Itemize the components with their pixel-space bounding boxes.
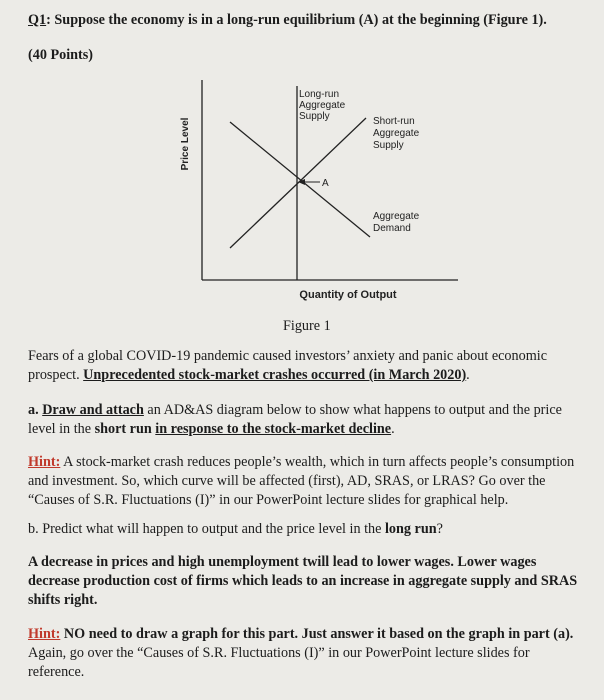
paragraph1-text: prospect. bbox=[28, 367, 84, 383]
sras-label-3: Supply bbox=[373, 140, 404, 151]
hint2-line2: Again, go over the “Causes of S.R. Fluctuations (I)” in our PowerPoint lecture slides for bbox=[28, 645, 530, 661]
hint1-line2: and investment. So, which curve will be affected (first), AD, SRAS, or LRAS? Go over the bbox=[28, 473, 546, 489]
ad-label-2: Demand bbox=[373, 223, 411, 234]
paragraph1-end: . bbox=[466, 367, 470, 383]
sras-curve bbox=[230, 118, 366, 248]
lras-label-2: Aggregate bbox=[299, 100, 346, 111]
ad-as-figure bbox=[170, 72, 470, 312]
figure-caption: Figure 1 bbox=[283, 318, 331, 334]
ad-as-diagram bbox=[170, 72, 470, 312]
part-a-prefix: a. bbox=[28, 402, 43, 418]
short-run-emphasis: short run bbox=[94, 421, 152, 437]
draw-attach-emphasis: Draw and attach bbox=[42, 402, 144, 418]
hint1-line3: “Causes of S.R. Fluctuations (I)” in our PowerPoint lecture slides for graphical help. bbox=[28, 492, 509, 508]
hint1-label: Hint: bbox=[28, 454, 61, 470]
answer-line1: A decrease in prices and high unemployment twill lead to lower wages. Lower wages bbox=[28, 554, 537, 570]
hint2-text: NO need to draw a graph for this part. Just answer it based on the graph in part (a). bbox=[60, 626, 574, 642]
part-a-line2 bbox=[28, 419, 395, 439]
hint2-line1 bbox=[28, 624, 573, 644]
answer-line3: shifts right. bbox=[28, 592, 98, 608]
crash-emphasis: Unprecedented stock-market crashes occurred (in March 2020) bbox=[83, 367, 467, 383]
lras-label-3: Supply bbox=[299, 111, 330, 122]
sras-label-2: Aggregate bbox=[373, 128, 420, 139]
svg-text:Short-run Aggregate bbox=[373, 116, 422, 151]
question-text: : Suppose the economy is in a long-run equilibrium (A) at the beginning (Figure 1). bbox=[46, 12, 547, 28]
question-title bbox=[28, 10, 547, 30]
point-a-label: A bbox=[322, 178, 329, 189]
long-run-emphasis: long run bbox=[384, 521, 437, 537]
svg-text:Aggregate Demand bbox=[373, 211, 422, 234]
part-a-text2: level in the bbox=[28, 421, 95, 437]
hint2-label: Hint: bbox=[28, 626, 61, 642]
lras-label-1: Long-run bbox=[299, 89, 340, 100]
hint1-line1 bbox=[28, 452, 574, 472]
part-b-end: ? bbox=[436, 521, 443, 537]
hint2-line3: reference. bbox=[28, 664, 85, 680]
in-response-emphasis: in response to the stock-market decline bbox=[155, 421, 392, 437]
hint1-text: A stock-market crash reduces people’s wealth, which in turn affects people’s consumption bbox=[60, 454, 575, 470]
part-b-text: b. Predict what will happen to output and the price level in the bbox=[28, 521, 385, 537]
question-number: Q1 bbox=[28, 12, 47, 28]
part-a-end: . bbox=[391, 421, 395, 437]
sras-label-1: Short-run bbox=[373, 116, 415, 127]
paragraph1-line2 bbox=[28, 365, 470, 385]
paragraph1-line1: Fears of a global COVID-19 pandemic caused investors’ anxiety and panic about economic bbox=[28, 348, 547, 364]
answer-line2: decrease production cost of firms which leads to an increase in aggregate supply and SRAS bbox=[28, 573, 578, 589]
question-points: (40 Points) bbox=[28, 47, 94, 63]
part-a-text: an AD&AS diagram below to show what happens to output and the price bbox=[143, 402, 562, 418]
x-axis-label: Quantity of Output bbox=[299, 289, 397, 301]
svg-text:Long-run Aggregate bbox=[299, 89, 348, 122]
part-a-line1 bbox=[28, 400, 562, 420]
ad-label-1: Aggregate bbox=[373, 211, 420, 222]
ad-curve bbox=[230, 122, 370, 237]
part-b-line bbox=[28, 519, 443, 539]
y-axis-label: Price Level bbox=[180, 117, 191, 171]
